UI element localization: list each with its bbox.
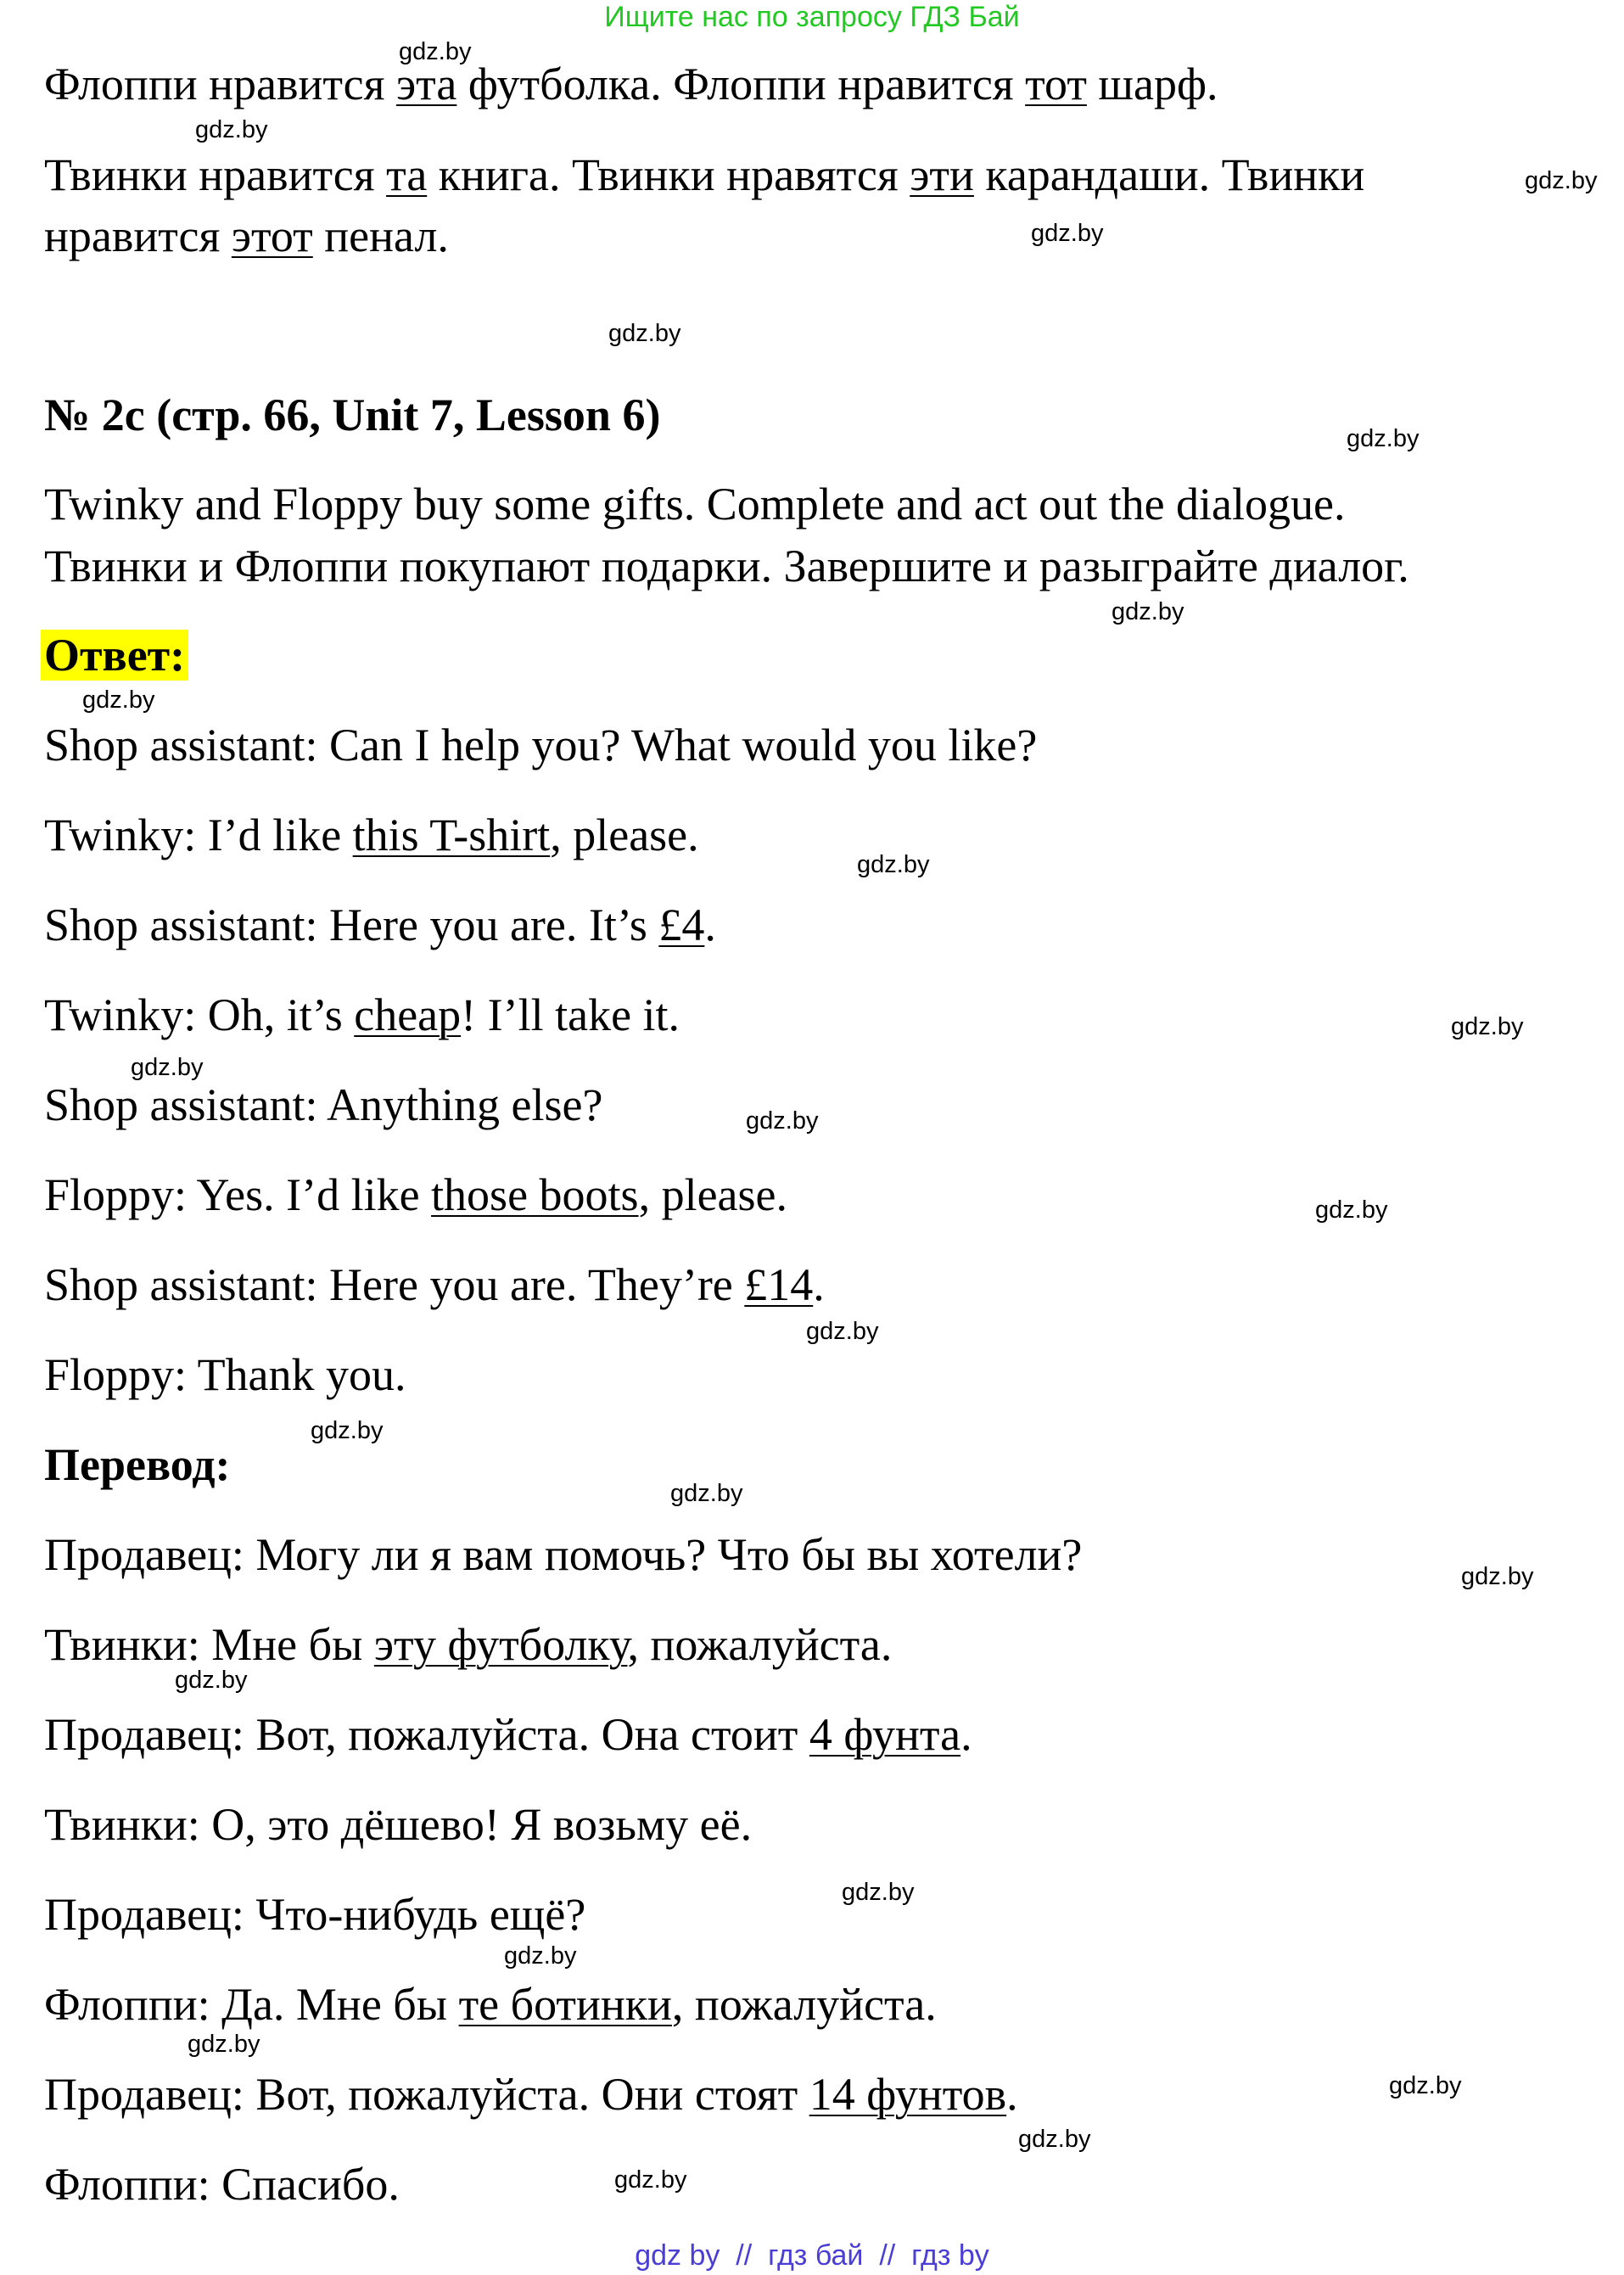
watermark: gdz.by — [1451, 1013, 1524, 1040]
watermark: gdz.by — [1525, 167, 1598, 194]
watermark: gdz.by — [1347, 425, 1420, 452]
search-hint-link[interactable]: Ищите нас по запросу ГДЗ Бай — [604, 1, 1020, 33]
dialogue-line-2 — [44, 809, 699, 861]
text: книга. Твинки нравятся — [427, 149, 910, 200]
text: Твинки: О, это дёшево! Я возьму её. — [44, 1799, 753, 1850]
text: шарф. — [1086, 59, 1218, 109]
watermark: gdz.by — [608, 320, 681, 347]
text: Флоппи: Да. Мне бы — [44, 1979, 459, 2030]
dialogue-line-3 — [44, 899, 716, 951]
translation-line-6 — [44, 1978, 937, 2031]
intro-line-3 — [44, 210, 449, 262]
translation-line-1 — [44, 1528, 1082, 1581]
text: , please. — [550, 810, 699, 860]
translation-line-3 — [44, 1708, 972, 1761]
translation-line-8 — [44, 2158, 400, 2211]
instruction-ru: Твинки и Флоппи покупают подарки. Завершите и разыграйте диалог. — [44, 541, 1409, 591]
text: , пожалуйста. — [671, 1979, 937, 2030]
underlined-word: 4 фунта — [809, 1709, 961, 1760]
text: Floppy: Thank you. — [44, 1349, 406, 1400]
text: Shop assistant: Can I help you? What would you like? — [44, 720, 1038, 770]
watermark: gdz.by — [1315, 1196, 1388, 1224]
watermark: gdz.by — [399, 38, 472, 65]
dialogue-line-4 — [44, 989, 680, 1041]
text: Продавец: Могу ли я вам помочь? Что бы вы хотели? — [44, 1529, 1083, 1580]
text: Продавец: Вот, пожалуйста. Она стоит — [44, 1709, 809, 1760]
watermark: gdz.by — [842, 1879, 915, 1906]
underlined-word: те ботинки — [458, 1979, 672, 2030]
text: . — [1006, 2069, 1018, 2120]
text: Twinky: Oh, it’s — [44, 989, 355, 1040]
text: Флоппи: Спасибо. — [44, 2159, 400, 2210]
watermark: gdz.by — [195, 116, 268, 143]
text: Twinky: I’d like — [44, 810, 353, 860]
text: . — [813, 1259, 825, 1310]
watermark: gdz.by — [1461, 1563, 1534, 1590]
underlined-word: those boots — [431, 1169, 639, 1220]
underlined-word: £14 — [744, 1259, 814, 1310]
watermark: gdz.by — [131, 1054, 204, 1081]
intro-line-2 — [44, 148, 1364, 201]
dialogue-line-8 — [44, 1348, 406, 1401]
watermark: gdz.by — [1389, 2072, 1462, 2099]
underlined-word: тот — [1025, 59, 1087, 109]
text: ! I’ll take it. — [461, 989, 680, 1040]
text: Floppy: Yes. I’d like — [44, 1169, 432, 1220]
watermark: gdz.by — [1018, 2126, 1091, 2153]
text: , please. — [638, 1169, 787, 1220]
text: футболка. Флоппи нравится — [456, 59, 1026, 109]
underlined-word: cheap — [354, 989, 462, 1040]
text: пенал. — [312, 210, 449, 261]
underlined-word: this T-shirt — [352, 810, 551, 860]
translation-line-7 — [44, 2068, 1018, 2121]
text: Продавец: Вот, пожалуйста. Они стоят — [44, 2069, 809, 2120]
watermark: gdz.by — [746, 1107, 819, 1135]
text: Продавец: Что-нибудь ещё? — [44, 1889, 586, 1940]
underlined-word: этот — [231, 210, 313, 261]
translation-line-2 — [44, 1618, 892, 1671]
instruction-en: Twinky and Floppy buy some gifts. Complete and act out the dialogue. — [44, 479, 1346, 530]
dialogue-line-5 — [44, 1079, 602, 1131]
watermark: gdz.by — [806, 1318, 879, 1345]
underlined-word: та — [386, 149, 428, 200]
text: Твинки нравится — [44, 149, 387, 200]
watermark: gdz.by — [504, 1942, 577, 1970]
underlined-word: £4 — [658, 899, 705, 950]
watermark: gdz.by — [82, 686, 155, 714]
translation-label: Перевод: — [44, 1439, 231, 1490]
watermark: gdz.by — [175, 1667, 248, 1694]
underlined-word: 14 фунтов — [809, 2069, 1007, 2120]
translation-line-4 — [44, 1798, 752, 1851]
text: . — [704, 899, 716, 950]
text: Shop assistant: Here you are. They’re — [44, 1259, 745, 1310]
answer-label — [44, 629, 188, 681]
translation-line-5 — [44, 1888, 585, 1941]
dialogue-line-7 — [44, 1258, 825, 1311]
watermark: gdz.by — [188, 2031, 260, 2058]
watermark: gdz.by — [857, 851, 930, 878]
intro-line-1 — [44, 58, 1218, 110]
dialogue-line-1 — [44, 719, 1037, 771]
underlined-word: эта — [395, 59, 457, 109]
text: . — [960, 1709, 972, 1760]
task-title: № 2c (стр. 66, Unit 7, Lesson 6) — [44, 389, 661, 440]
dialogue-line-6 — [44, 1168, 787, 1221]
footer-links[interactable]: gdz by // гдз бай // гдз by — [635, 2239, 989, 2272]
text: Твинки: Мне бы — [44, 1619, 374, 1670]
underlined-word: эту футболку — [373, 1619, 628, 1670]
watermark: gdz.by — [311, 1417, 384, 1444]
text: Shop assistant: Anything else? — [44, 1079, 603, 1130]
text: карандаши. Твинки — [973, 149, 1365, 200]
text: Флоппи нравится — [44, 59, 396, 109]
text: Shop assistant: Here you are. It’s — [44, 899, 659, 950]
watermark: gdz.by — [1031, 220, 1104, 247]
watermark: gdz.by — [614, 2166, 687, 2194]
text: нравится — [44, 210, 232, 261]
answer-label-text: Ответ: — [41, 630, 188, 681]
text: , пожалуйста. — [627, 1619, 893, 1670]
watermark: gdz.by — [670, 1480, 743, 1507]
underlined-word: эти — [910, 149, 974, 200]
watermark: gdz.by — [1112, 598, 1184, 625]
